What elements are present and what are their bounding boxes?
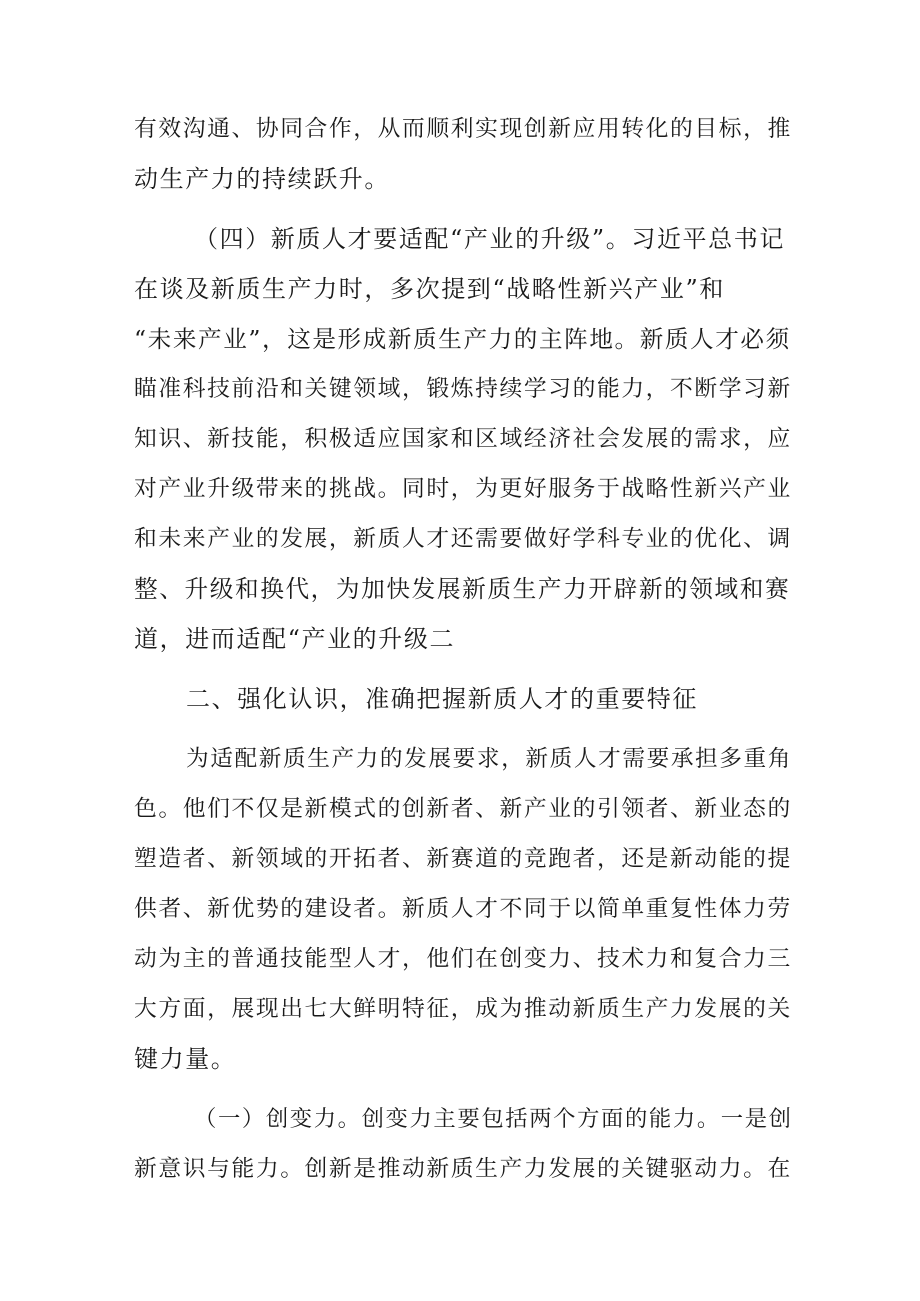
text-line: 对产业升级带来的挑战。同时，为更好服务于战略性新兴产业 xyxy=(134,476,792,502)
text-line: 动为主的普通技能型人才，他们在创变力、技术力和复合力三 xyxy=(134,946,792,972)
text-line: “未来产业”，这是形成新质生产力的主阵地。新质人才必须 xyxy=(134,325,791,353)
text-line: （一）创变力。创变力主要包括两个方面的能力。一是创 xyxy=(194,1106,793,1132)
text-line: 大方面，展现出七大鲜明特征，成为推动新质生产力发展的关 xyxy=(134,996,792,1022)
text-line: （四）新质人才要适配“产业的升级”。习近平总书记 xyxy=(194,225,785,253)
text-line: 为适配新质生产力的发展要求，新质人才需要承担多重角 xyxy=(186,746,793,772)
heading-text: 二、强化认识，准确把握新质人才的重要特征 xyxy=(186,685,698,713)
text-line: 整、升级和换代，为加快发展新质生产力开辟新的领域和赛 xyxy=(134,575,791,603)
text-line: 色。他们不仅是新模式的创新者、新产业的引领者、新业态的 xyxy=(134,796,792,822)
text-line: 新意识与能力。创新是推动新质生产力发展的关键驱动力。在 xyxy=(134,1156,792,1182)
text-line: 键力量。 xyxy=(134,1045,237,1073)
text-line: 和未来产业的发展，新质人才还需要做好学科专业的优化、调 xyxy=(134,526,792,552)
text-line: 动生产力的持续跃升。 xyxy=(134,165,390,193)
text-line: 塑造者、新领域的开拓者、新赛道的竞跑者，还是新动能的提 xyxy=(134,846,792,872)
text-line: 知识、新技能，积极适应国家和区域经济社会发展的需求，应 xyxy=(134,426,792,452)
text-line: 在谈及新质生产力时，多次提到“战略性新兴产业”和 xyxy=(134,275,725,303)
text-line: 瞄准科技前沿和关键领域，锻炼持续学习的能力，不断学习新 xyxy=(134,376,792,402)
text-line: 供者、新优势的建设者。新质人才不同于以简单重复性体力劳 xyxy=(134,896,792,922)
text-line: 道，进而适配“产业的升级二 xyxy=(134,625,456,653)
text-line: 有效沟通、协同合作，从而顺利实现创新应用转化的目标，推 xyxy=(134,116,792,142)
